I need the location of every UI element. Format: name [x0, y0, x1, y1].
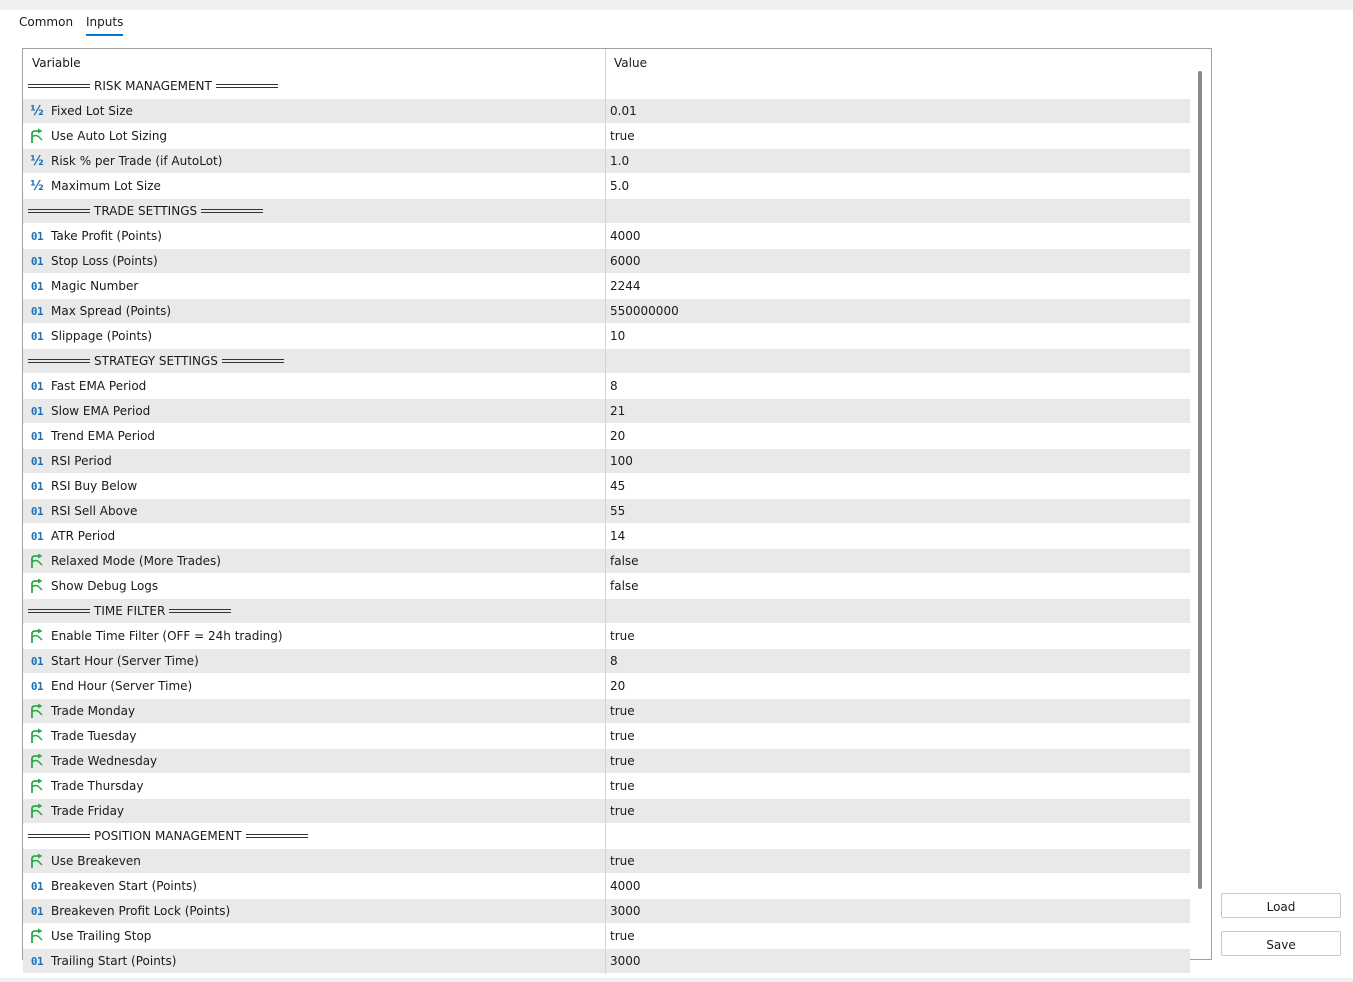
scrollbar-thumb[interactable]	[1198, 71, 1202, 889]
variable-name: Stop Loss (Points)	[51, 254, 158, 268]
table-row[interactable]	[23, 899, 1190, 924]
variable-name: Relaxed Mode (More Trades)	[51, 554, 221, 568]
table-row[interactable]	[23, 124, 1190, 149]
variable-value[interactable]: 6000	[610, 254, 641, 268]
variable-value[interactable]: true	[610, 804, 635, 818]
variable-value[interactable]: 4000	[610, 229, 641, 243]
variable-name: Breakeven Profit Lock (Points)	[51, 904, 231, 918]
tab-inputs[interactable]: Inputs	[86, 14, 123, 36]
grid-rows	[23, 74, 1190, 974]
cell-separator	[605, 849, 606, 874]
int-icon: 01	[30, 329, 44, 343]
section-row[interactable]	[23, 349, 1190, 374]
bool-icon	[28, 577, 46, 595]
section-row[interactable]	[23, 599, 1190, 624]
window-top-strip	[0, 0, 1353, 10]
variable-name: Take Profit (Points)	[51, 229, 162, 243]
variable-name: Trade Tuesday	[51, 729, 137, 743]
int-icon: 01	[30, 229, 44, 243]
double-rule	[28, 209, 90, 213]
table-row[interactable]	[23, 774, 1190, 799]
variable-name: Trade Wednesday	[51, 754, 158, 768]
tab-bar	[0, 10, 1353, 38]
bool-icon	[28, 727, 46, 745]
variable-value[interactable]: false	[610, 579, 639, 593]
int-icon: 01	[30, 904, 44, 918]
variable-name: Slippage (Points)	[51, 329, 153, 343]
cell-separator	[605, 124, 606, 149]
cell-separator	[605, 549, 606, 574]
table-row[interactable]	[23, 374, 1190, 399]
table-row[interactable]	[23, 449, 1190, 474]
double-rule	[28, 84, 90, 88]
variable-name: ATR Period	[51, 529, 116, 543]
variable-name: Slow EMA Period	[51, 404, 151, 418]
cell-separator	[605, 299, 606, 324]
variable-name: Fast EMA Period	[51, 379, 147, 393]
table-row[interactable]	[23, 424, 1190, 449]
table-row[interactable]	[23, 699, 1190, 724]
variable-value[interactable]: 3000	[610, 954, 641, 968]
cell-separator	[605, 224, 606, 249]
table-row[interactable]	[23, 799, 1190, 824]
variable-value[interactable]: 100	[610, 454, 633, 468]
table-row[interactable]	[23, 874, 1190, 899]
section-title: STRATEGY SETTINGS	[94, 354, 218, 368]
bool-icon	[28, 627, 46, 645]
cell-separator	[605, 949, 606, 974]
variable-value[interactable]: 5.0	[610, 179, 630, 193]
cell-separator	[605, 474, 606, 499]
variable-name: Start Hour (Server Time)	[51, 654, 199, 668]
cell-separator	[605, 324, 606, 349]
table-row[interactable]	[23, 249, 1190, 274]
cell-separator	[605, 499, 606, 524]
cell-separator	[605, 899, 606, 924]
cell-separator	[605, 924, 606, 949]
bool-icon	[28, 802, 46, 820]
variable-value[interactable]: 2244	[610, 279, 641, 293]
variable-value[interactable]: true	[610, 729, 635, 743]
double-rule	[28, 609, 90, 613]
double-icon: ½	[30, 103, 44, 119]
double-rule	[28, 359, 90, 363]
double-rule	[169, 609, 231, 613]
section-title: POSITION MANAGEMENT	[94, 829, 242, 843]
cell-separator	[605, 274, 606, 299]
cell-separator	[605, 649, 606, 674]
section-row[interactable]	[23, 74, 1190, 99]
variable-name: RSI Buy Below	[51, 479, 138, 493]
variable-value[interactable]: true	[610, 129, 635, 143]
double-icon: ½	[30, 153, 44, 169]
table-row[interactable]	[23, 949, 1190, 974]
int-icon: 01	[30, 304, 44, 318]
table-row[interactable]	[23, 724, 1190, 749]
double-rule	[222, 359, 284, 363]
int-icon: 01	[30, 479, 44, 493]
inputs-grid	[22, 48, 1212, 968]
int-icon: 01	[30, 279, 44, 293]
int-icon: 01	[30, 254, 44, 268]
section-row[interactable]	[23, 199, 1190, 224]
cell-separator	[605, 524, 606, 549]
variable-name: Trend EMA Period	[51, 429, 156, 443]
bool-icon	[28, 702, 46, 720]
cell-separator	[605, 399, 606, 424]
double-icon: ½	[30, 178, 44, 194]
table-row[interactable]	[23, 549, 1190, 574]
cell-separator	[605, 199, 606, 224]
table-row[interactable]	[23, 399, 1190, 424]
table-row[interactable]	[23, 749, 1190, 774]
variable-value[interactable]: 20	[610, 679, 626, 693]
int-icon: 01	[30, 379, 44, 393]
table-row[interactable]	[23, 524, 1190, 549]
table-row[interactable]	[23, 649, 1190, 674]
section-label	[28, 204, 263, 218]
double-rule	[216, 84, 278, 88]
cell-separator	[605, 99, 606, 124]
int-icon: 01	[30, 429, 44, 443]
variable-name: Use Auto Lot Sizing	[51, 129, 168, 143]
variable-value[interactable]: false	[610, 554, 639, 568]
variable-name: Risk % per Trade (if AutoLot)	[51, 154, 223, 168]
variable-name: End Hour (Server Time)	[51, 679, 193, 693]
table-row[interactable]	[23, 99, 1190, 124]
cell-separator	[605, 349, 606, 374]
variable-value[interactable]: true	[610, 854, 635, 868]
variable-value[interactable]: 45	[610, 479, 626, 493]
variable-name: Breakeven Start (Points)	[51, 879, 197, 893]
table-row[interactable]	[23, 224, 1190, 249]
table-row[interactable]	[23, 574, 1190, 599]
variable-name: Trade Monday	[51, 704, 136, 718]
bool-icon	[28, 752, 46, 770]
bool-icon	[28, 852, 46, 870]
variable-value[interactable]: 8	[610, 379, 618, 393]
int-icon: 01	[30, 954, 44, 968]
section-title: RISK MANAGEMENT	[94, 79, 212, 93]
cell-separator	[605, 74, 606, 99]
table-row[interactable]	[23, 299, 1190, 324]
cell-separator	[605, 374, 606, 399]
table-row[interactable]	[23, 674, 1190, 699]
bool-icon	[28, 127, 46, 145]
section-row[interactable]	[23, 824, 1190, 849]
variable-name: Use Trailing Stop	[51, 929, 152, 943]
section-title: TIME FILTER	[94, 604, 166, 618]
cell-separator	[605, 774, 606, 799]
int-icon: 01	[30, 879, 44, 893]
variable-name: Trailing Start (Points)	[51, 954, 177, 968]
cell-separator	[605, 449, 606, 474]
variable-value[interactable]: true	[610, 629, 635, 643]
int-icon: 01	[30, 504, 44, 518]
header-variable[interactable]: Variable	[32, 56, 81, 70]
cell-separator	[605, 174, 606, 199]
cell-separator	[605, 624, 606, 649]
bool-icon	[28, 552, 46, 570]
variable-name: RSI Period	[51, 454, 112, 468]
variable-value[interactable]: true	[610, 704, 635, 718]
cell-separator	[605, 874, 606, 899]
variable-value[interactable]: true	[610, 929, 635, 943]
section-title: TRADE SETTINGS	[94, 204, 198, 218]
table-row[interactable]	[23, 474, 1190, 499]
variable-value[interactable]: 20	[610, 429, 626, 443]
variable-name: Enable Time Filter (OFF = 24h trading)	[51, 629, 283, 643]
int-icon: 01	[30, 404, 44, 418]
table-row[interactable]	[23, 849, 1190, 874]
table-row[interactable]	[23, 174, 1190, 199]
variable-value[interactable]: 8	[610, 654, 618, 668]
window-bottom-strip	[0, 978, 1353, 982]
header-value[interactable]: Value	[614, 56, 647, 70]
variable-value[interactable]: 21	[610, 404, 626, 418]
variable-name: Max Spread (Points)	[51, 304, 172, 318]
load-button[interactable]: Load	[1221, 893, 1341, 918]
cell-separator	[605, 249, 606, 274]
section-label	[28, 79, 278, 93]
variable-name: Trade Friday	[51, 804, 125, 818]
table-row[interactable]	[23, 149, 1190, 174]
section-label	[28, 354, 284, 368]
cell-separator	[605, 699, 606, 724]
tab-common[interactable]: Common	[19, 15, 74, 29]
cell-separator	[605, 799, 606, 824]
section-label	[28, 829, 308, 843]
save-button[interactable]: Save	[1221, 931, 1341, 956]
bool-icon	[28, 777, 46, 795]
table-row[interactable]	[23, 499, 1190, 524]
variable-value[interactable]: 0.01	[610, 104, 637, 118]
cell-separator	[605, 749, 606, 774]
grid-header	[23, 49, 1190, 74]
bool-icon	[28, 927, 46, 945]
section-label	[28, 604, 231, 618]
variable-name: Use Breakeven	[51, 854, 141, 868]
variable-value[interactable]: 14	[610, 529, 626, 543]
int-icon: 01	[30, 529, 44, 543]
int-icon: 01	[30, 679, 44, 693]
variable-name: Trade Thursday	[51, 779, 144, 793]
double-rule	[246, 834, 308, 838]
cell-separator	[605, 724, 606, 749]
double-rule	[201, 209, 263, 213]
int-icon: 01	[30, 654, 44, 668]
cell-separator	[605, 574, 606, 599]
cell-separator	[605, 149, 606, 174]
variable-name: Fixed Lot Size	[51, 104, 133, 118]
variable-value[interactable]: 55	[610, 504, 626, 518]
vertical-scrollbar[interactable]	[1192, 49, 1210, 959]
variable-name: Magic Number	[51, 279, 139, 293]
cell-separator	[605, 824, 606, 849]
cell-separator	[605, 599, 606, 624]
variable-value[interactable]: 10	[610, 329, 626, 343]
variable-name: Maximum Lot Size	[51, 179, 161, 193]
table-row[interactable]	[23, 624, 1190, 649]
variable-value[interactable]: true	[610, 779, 635, 793]
table-row[interactable]	[23, 274, 1190, 299]
variable-value[interactable]: 3000	[610, 904, 641, 918]
table-row[interactable]	[23, 324, 1190, 349]
cell-separator	[605, 424, 606, 449]
variable-value[interactable]: 550000000	[610, 304, 679, 318]
variable-name: RSI Sell Above	[51, 504, 138, 518]
variable-value[interactable]: 1.0	[610, 154, 630, 168]
int-icon: 01	[30, 454, 44, 468]
table-row[interactable]	[23, 924, 1190, 949]
variable-value[interactable]: true	[610, 754, 635, 768]
double-rule	[28, 834, 90, 838]
variable-name: Show Debug Logs	[51, 579, 159, 593]
cell-separator	[605, 674, 606, 699]
variable-value[interactable]: 4000	[610, 879, 641, 893]
